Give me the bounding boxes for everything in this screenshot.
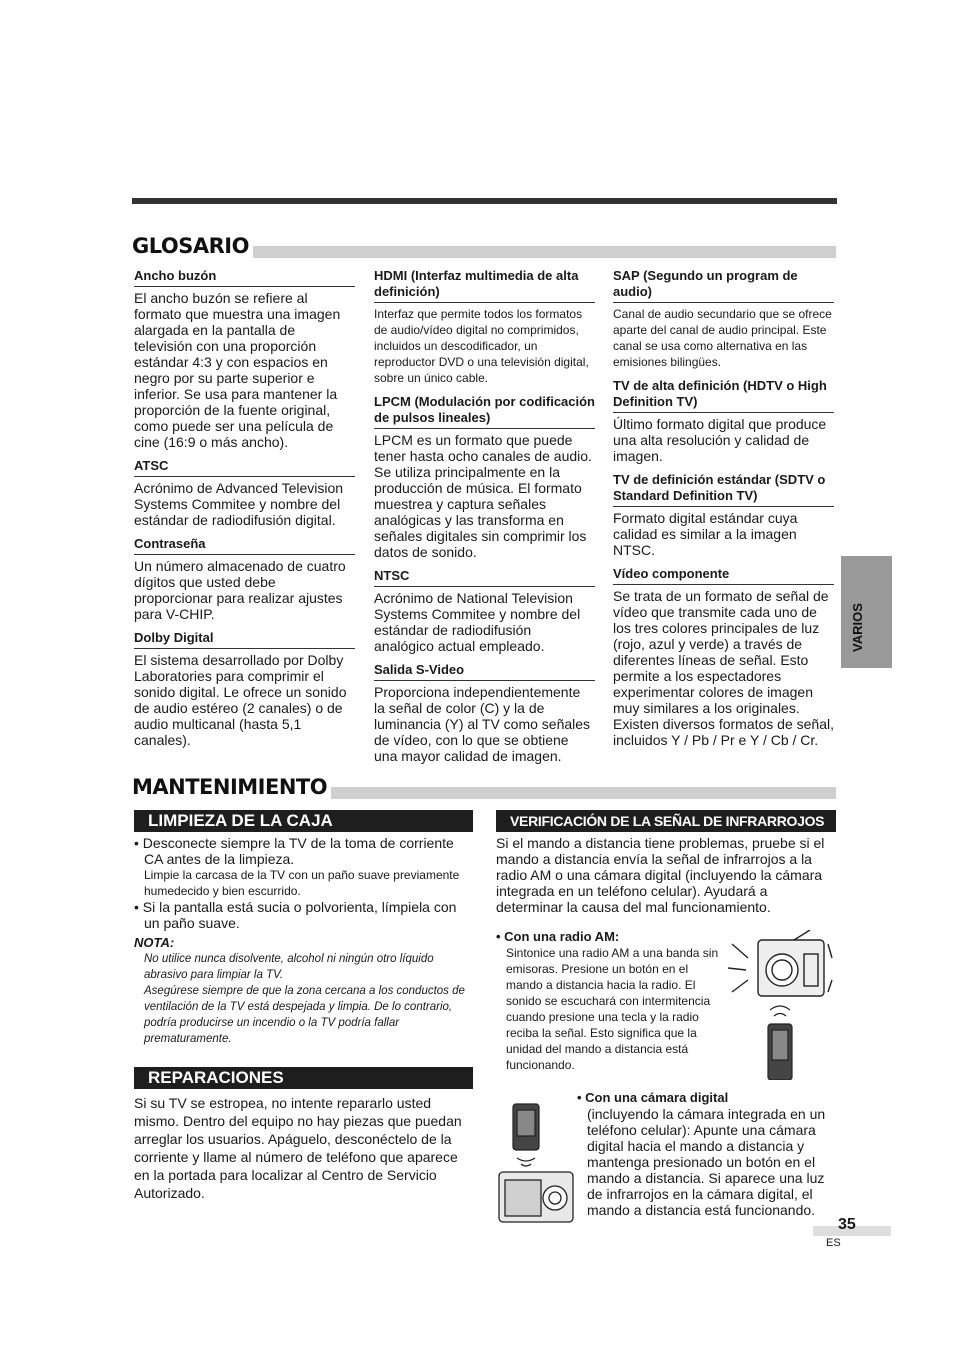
reparaciones-heading: REPARACIONES: [134, 1067, 473, 1089]
note-text: No utilice nunca disolvente, alcohol ni ningún otro líquido abrasivo para limpiar la TV.: [144, 953, 434, 981]
limpieza-body: [134, 835, 474, 1047]
glossary-definition: Proporciona independientemente la señal de color (C) y la de luminancia (Y) al TV como señales de vídeo, con lo que se obtiene una mayor calidad de imagen.: [374, 684, 591, 764]
glossary-term: Vídeo componente: [613, 566, 834, 585]
glossary-definition: Canal de audio secundario que se ofrece aparte del canal de audio principal. Este canal se usa como alternativa en las emisiones bilingües.: [613, 307, 832, 369]
radio-text: Sintonice una radio AM a una banda sin emisoras. Presione un botón en el mando a distancia hacia la radio. El sonido se escuchará con intermitencia cuando presione una tecla y la radio reciba la señal. Esto significa que la unidad del mando a distancia está funcionando.: [506, 946, 719, 1072]
glossary-definition: Un número almacenado de cuatro dígitos que usted debe proporcionar para realizar ajustes para V-CHIP.: [134, 558, 346, 622]
bullet-item: • Desconecte siempre la TV de la toma de corriente CA antes de la limpieza.: [134, 835, 454, 867]
radio-icon: [728, 930, 832, 996]
glossary-definition: Formato digital estándar cuya calidad es similar a la imagen NTSC.: [613, 510, 798, 558]
infrarrojos-intro: Si el mando a distancia tiene problemas, pruebe si el mando a distancia envía la señal de infrarrojos a la radio AM o una cámara digital (incluyendo la cámara integrada en un teléfono celular). Ayudará a determinar la causa del mal funcionamiento.: [496, 835, 825, 915]
camera-block: [577, 1090, 837, 1218]
glossary-definition: Interfaz que permite todos los formatos de audio/vídeo digital no comprimidos, incluidos un descodificador, un reproductor DVD o una televisión digital, sobre un único cable.: [374, 307, 589, 385]
infrarrojos-heading: VERIFICACIÓN DE LA SEÑAL DE INFRARROJOS: [496, 810, 836, 832]
glossary-term: TV de alta definición (HDTV o High Definition TV): [613, 378, 834, 413]
glossary-term: LPCM (Modulación por codificación de pulsos lineales): [374, 394, 595, 429]
top-rule: [132, 198, 837, 204]
mantenimiento-header: [132, 775, 836, 803]
glossary-term: Salida S-Video: [374, 662, 595, 681]
note-text: Asegúrese siempre de que la zona cercana a los conductos de ventilación de la TV está despejada y limpia. De lo contrario, podría producirse un incendio o la TV podría fallar prematuramente.: [144, 985, 465, 1045]
glossary-definition: Acrónimo de Advanced Television Systems Commitee y nombre del estándar de radiodifusión digital.: [134, 480, 344, 528]
camera-illustration: [497, 1100, 577, 1225]
note-label: NOTA:: [134, 935, 175, 950]
camera-icon: [499, 1172, 573, 1222]
bullet-subtext: Limpie la carcasa de la TV con un paño suave previamente humedecido y bien escurrido.: [144, 868, 460, 898]
glossary-term: NTSC: [374, 568, 595, 587]
limpieza-heading: LIMPIEZA DE LA CAJA: [134, 810, 473, 832]
side-tab: [841, 556, 892, 668]
glossary-definition: El ancho buzón se refiere al formato que muestra una imagen alargada en la pantalla de televisión con una proporción estándar 4:3 y con espacios en negro por su parte superior e inferior. Se usa para mantener la proporción de la fuente original, como puede ser una película de cine (16:9 o más ancho).: [134, 290, 341, 450]
glossary-column-1: [134, 268, 355, 748]
camera-label: • Con una cámara digital: [577, 1090, 729, 1105]
page-number: 35: [838, 1216, 856, 1233]
glossary-term: SAP (Segundo un program de audio): [613, 268, 834, 303]
glossary-term: Contraseña: [134, 536, 355, 555]
glossary-column-3: [613, 268, 834, 748]
camera-text: (incluyendo la cámara integrada en un teléfono celular): Apunte una cámara digital hacia el mando a distancia y mantenga presionado un botón en el mando a distancia. Si aparece una luz de infrarrojos en la cámara digital, el mando a distancia está funcionando.: [587, 1106, 826, 1218]
bullet-item: • Si la pantalla está sucia o polvorienta, límpiela con un paño suave.: [134, 899, 457, 931]
radio-block: [496, 929, 721, 1073]
glossary-term: HDMI (Interfaz multimedia de alta definición): [374, 268, 595, 303]
radio-label: • Con una radio AM:: [496, 929, 620, 944]
glossary-definition: El sistema desarrollado por Dolby Laboratories para comprimir el sonido digital. Le ofrece un sonido de audio estéreo (2 canales) o de audio multicanal (hasta 5,1 canales).: [134, 652, 347, 748]
radio-illustration: [724, 930, 836, 1080]
glossary-column-2: [374, 268, 595, 764]
glossary-term: ATSC: [134, 458, 355, 477]
remote-control-icon: [513, 1104, 539, 1166]
glossary-term: Ancho buzón: [134, 268, 355, 287]
mantenimiento-title: MANTENIMIENTO: [132, 775, 331, 799]
glosario-title: GLOSARIO: [132, 234, 253, 258]
glossary-definition: Último formato digital que produce una alta resolución y calidad de imagen.: [613, 416, 827, 464]
glossary-definition: LPCM es un formato que puede tener hasta ocho canales de audio. Se utiliza principalmente en la producción de música. El formato muestrea y captura señales analógicas y las transforma en señales digitales sin comprimir los datos de sonido.: [374, 432, 592, 560]
glossary-term: Dolby Digital: [134, 630, 355, 649]
reparaciones-text: Si su TV se estropea, no intente repararlo usted mismo. Dentro del equipo no hay piezas que puedan arreglar los usuarios. Apáguelo, desconéctelo de la corriente y llame al número de teléfono que aparece en la portada para localizar al Centro de Servicio Autorizado.: [134, 1095, 462, 1201]
glosario-header: [132, 234, 836, 262]
language-code: ES: [826, 1237, 841, 1249]
remote-control-icon: [768, 1006, 792, 1080]
glossary-definition: Acrónimo de National Television Systems Commitee y nombre del estándar de radiodifusión analógico actual empleado.: [374, 590, 581, 654]
glossary-definition: Se trata de un formato de señal de vídeo que transmite cada uno de los tres colores principales de luz (rojo, azul y verde) a través de diferentes líneas de señal. Esto permite a los espectadores experimentar colores de imagen muy similares a los originales. Existen diversos formatos de señal, incluidos Y / Pb / Pr e Y / Cb / Cr.: [613, 588, 834, 748]
glossary-term: TV de definición estándar (SDTV o Standard Definition TV): [613, 472, 834, 507]
side-tab-label: VARIOS: [850, 603, 865, 652]
